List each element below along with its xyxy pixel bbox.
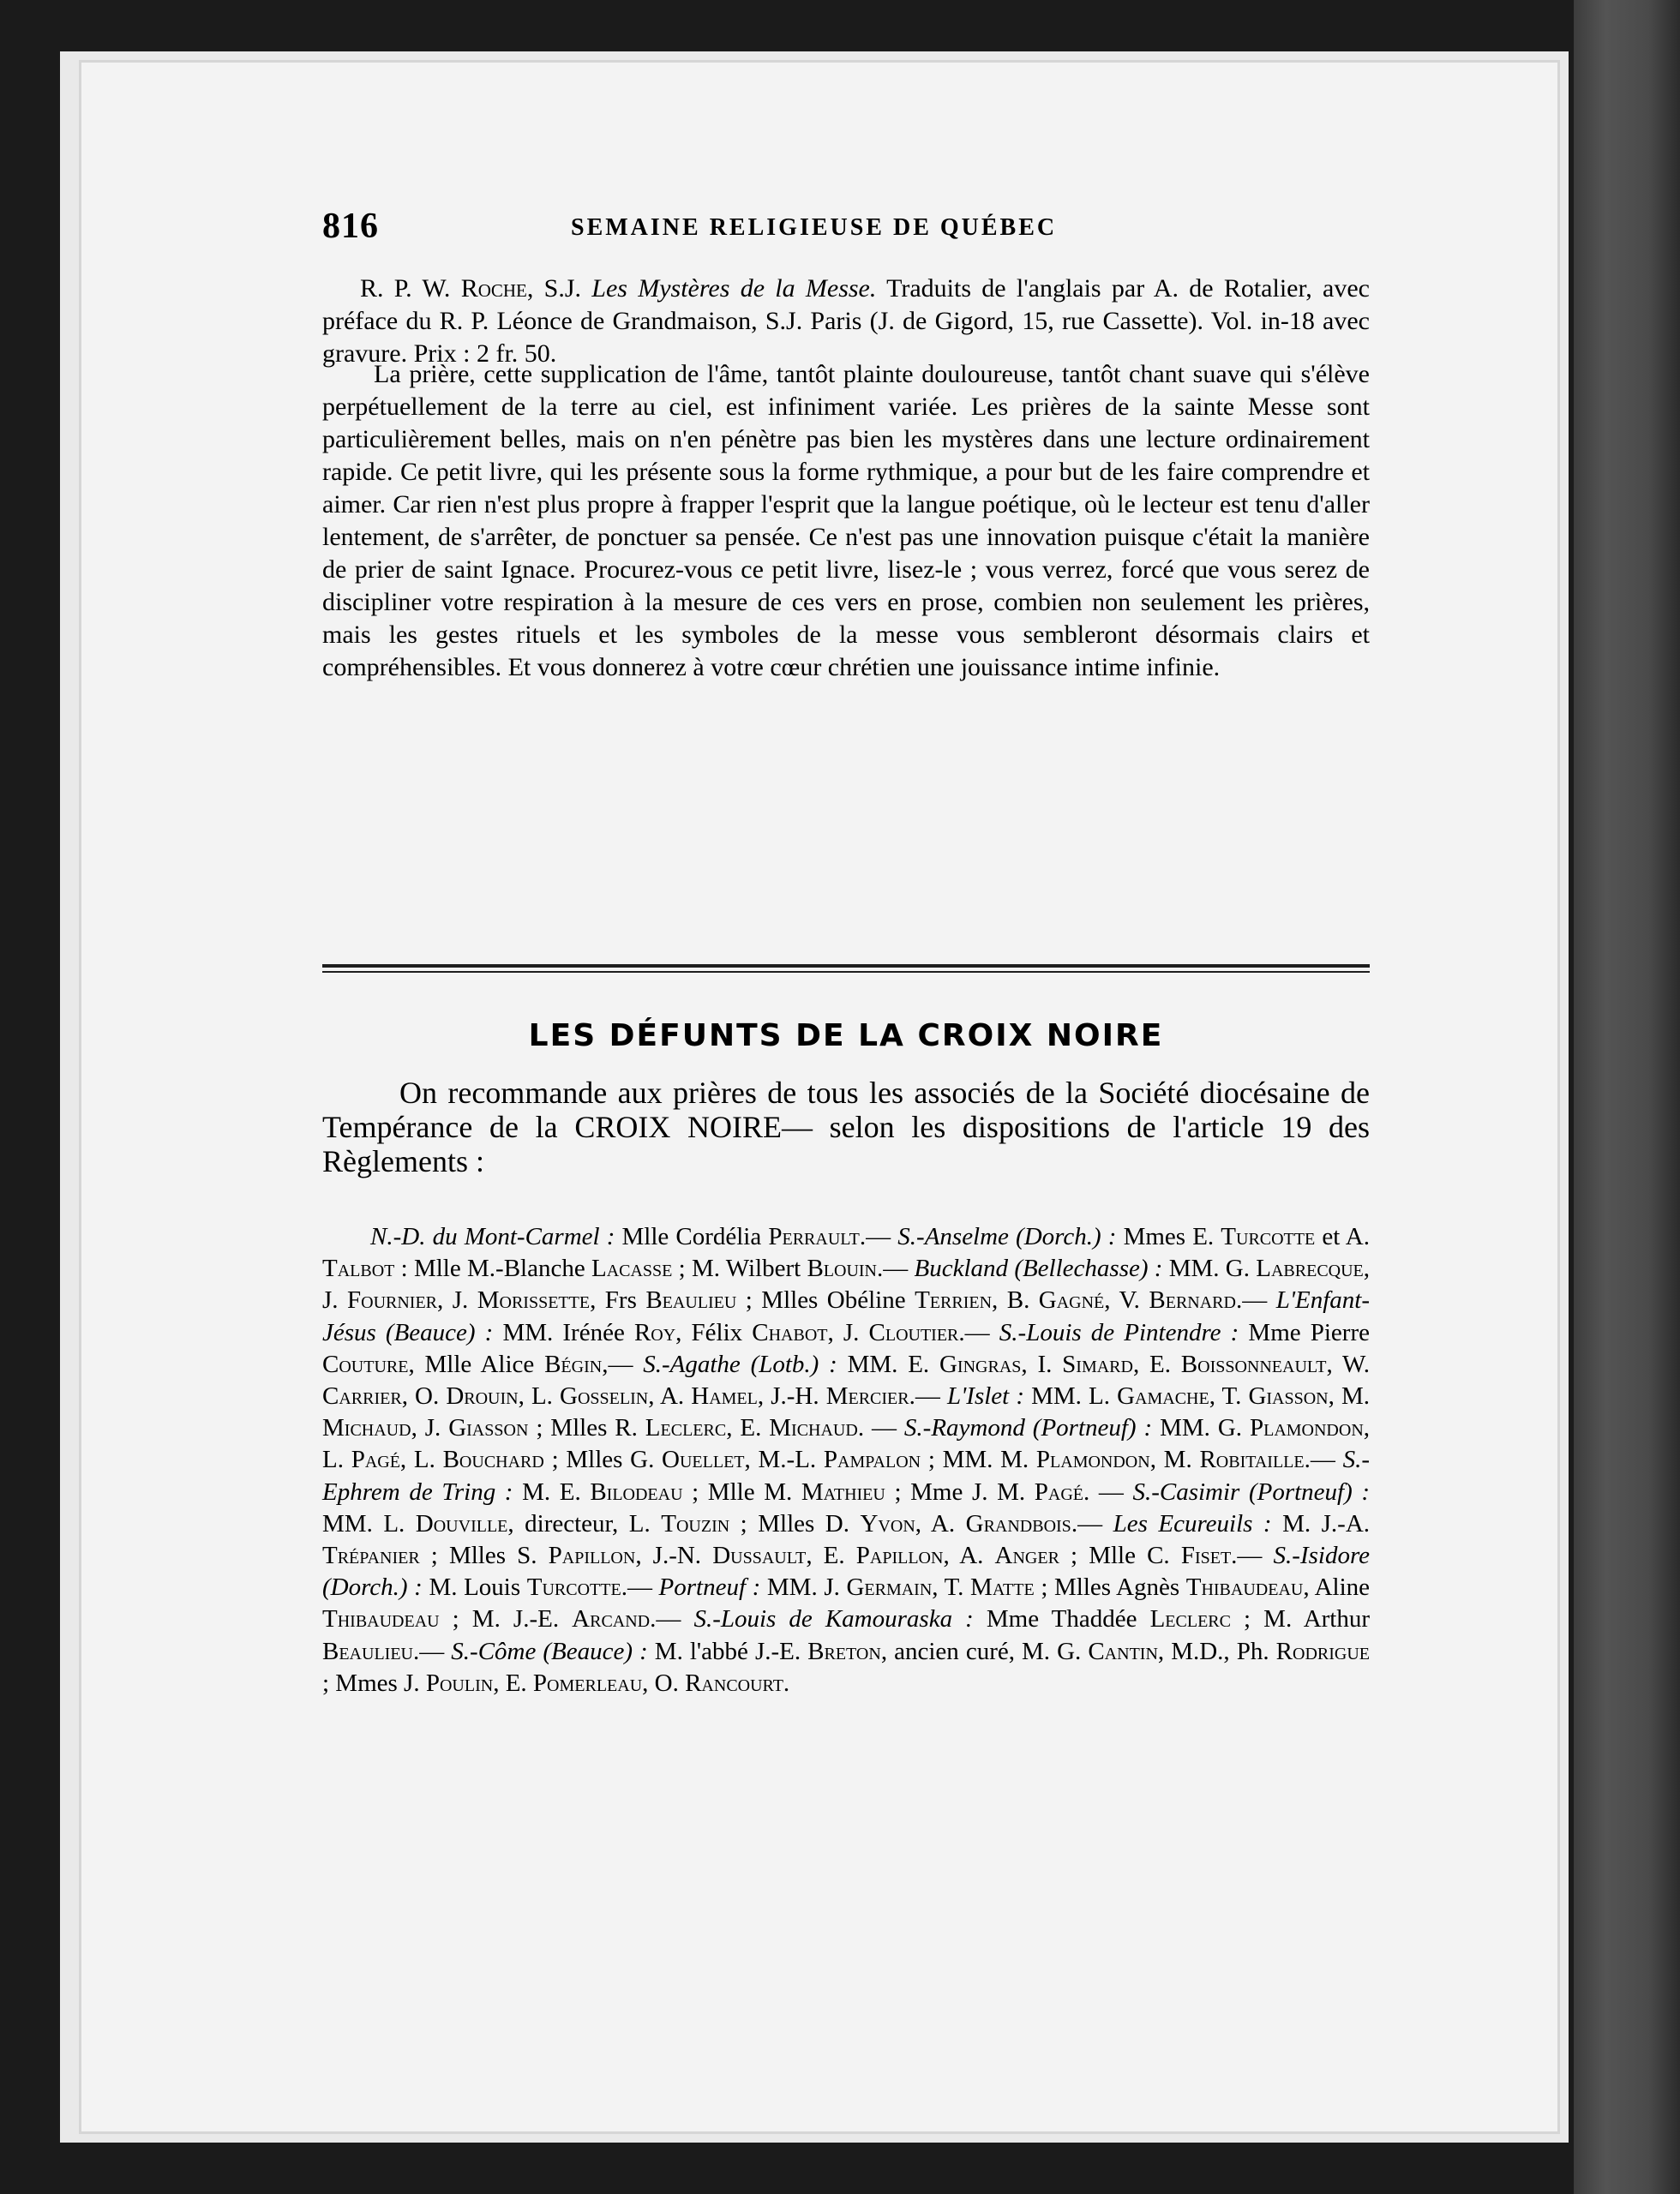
- surname: Touzin: [661, 1509, 730, 1538]
- list-text: , M.: [1149, 1446, 1200, 1474]
- list-text: ; Mlle M.: [682, 1478, 801, 1506]
- parish-name: Buckland (Bellechasse) :: [914, 1255, 1163, 1283]
- list-text: ; Mlles S.: [419, 1542, 549, 1570]
- intro-text-start: On recommande aux prières de tous les associés de la Société diocésaine de Tempérance de la: [322, 1076, 1370, 1144]
- surname: Bernard: [1149, 1286, 1236, 1315]
- surname: Leclerc: [1149, 1605, 1231, 1634]
- list-text: , E.: [1132, 1350, 1181, 1378]
- surname: Michaud: [769, 1414, 858, 1442]
- surname: Morissette: [477, 1286, 591, 1315]
- list-text: MM. E.: [837, 1350, 939, 1378]
- surname: Blouin: [807, 1255, 877, 1283]
- parish-name: N.-D. du Mont-Carmel :: [370, 1223, 615, 1250]
- surname: Terrien: [915, 1286, 993, 1315]
- list-text: , J.: [322, 1255, 1371, 1315]
- list-text: .—: [1235, 1286, 1276, 1315]
- page-number: 816: [322, 207, 379, 246]
- list-text: M. J.-A.: [1271, 1509, 1371, 1538]
- surname: Trépanier: [322, 1542, 420, 1570]
- surname: Fournier: [347, 1286, 438, 1315]
- section-intro: [322, 1076, 1370, 1178]
- list-text: , Mlle Alice: [408, 1350, 545, 1378]
- surname: Talbot: [322, 1255, 395, 1283]
- list-text: .—: [1231, 1542, 1274, 1570]
- parish-name: S.-Agathe (Lotb.) :: [643, 1350, 837, 1378]
- surname: Gagné: [1038, 1286, 1105, 1315]
- list-text: , J.-N.: [635, 1542, 713, 1570]
- surname: Robitaille: [1199, 1446, 1305, 1474]
- list-text: , E.: [726, 1414, 770, 1442]
- list-text: ; Mlles G.: [543, 1446, 663, 1474]
- list-text: , ancien curé, M. G.: [880, 1637, 1089, 1665]
- page-header: [322, 206, 1385, 266]
- surname: Turcotte: [526, 1574, 621, 1602]
- surname: Gosselin: [560, 1382, 649, 1411]
- surname: Papillon: [548, 1542, 636, 1570]
- list-text: .—: [1304, 1446, 1343, 1474]
- surname: Cloutier: [868, 1318, 959, 1346]
- surname: Anger: [994, 1542, 1059, 1570]
- parish-name: S.-Louis de Kamouraska :: [693, 1605, 974, 1634]
- binding-strip: [1574, 0, 1680, 2194]
- surname: Gamache: [1117, 1382, 1209, 1411]
- list-text: MM. G.: [1162, 1255, 1257, 1283]
- surname: Mathieu: [801, 1478, 885, 1506]
- list-text: ; M. Wilbert: [672, 1255, 807, 1283]
- surname: Bégin: [544, 1350, 603, 1378]
- surname: Lacasse: [591, 1255, 673, 1283]
- list-text: M. E.: [513, 1478, 591, 1506]
- list-text: , M.: [1328, 1382, 1371, 1411]
- list-text: Mlle Cordélia: [615, 1223, 769, 1250]
- list-text: MM. L.: [1023, 1382, 1118, 1411]
- review-citation-details: Traduits de l'anglais par A. de Rotalier, avec préface du R. P. Léonce de Grandmaison, S.J. Paris (J. de Gigord, 15, rue Cassette). Vol. in-18 avec gravure. Prix : 2 fr. 50.: [322, 274, 1370, 368]
- list-text: , J.: [411, 1414, 449, 1442]
- divider-rule-thick: [322, 964, 1370, 968]
- surname: Plamondon: [1035, 1446, 1150, 1474]
- section-divider: [322, 964, 1370, 976]
- list-text: ; Mlles Agnès: [1034, 1574, 1186, 1602]
- surname: Ouellet: [662, 1446, 745, 1474]
- surname: Pomerleau: [532, 1669, 643, 1697]
- list-text: : Mlle M.-Blanche: [394, 1255, 591, 1283]
- surname: Breton: [807, 1637, 881, 1665]
- list-text: , A.: [648, 1382, 692, 1411]
- surname: Douville: [415, 1509, 508, 1538]
- surname: Giasson: [448, 1414, 529, 1442]
- list-text: , M.D., Ph.: [1157, 1637, 1276, 1665]
- review-body: La prière, cette supplication de l'âme, tantôt plainte douloureuse, tantôt chant suave qui s'élève perpétuellement de la terre au ciel, est infiniment variée. Les prières de la sainte Messe sont particulièrement belles, mais on n'en pénètre pas bien les mystères dans une lecture ordinairement rapide. Ce petit livre, qui les présente sous la forme rythmique, a pour but de les faire comprendre et aimer. Car rien n'est plus propre à frapper l'esprit que la langue poétique, où le lecteur est tenu d'aller lentement, de s'arrêter, de ponctuer sa pensée. Ce n'est pas une innovation puisque c'était la manière de prier de saint Ignace. Procurez-vous ce petit livre, lisez-le ; vous verrez, forcé que vous serez de discipliner votre respiration à la mesure de ces vers en prose, combien non seulement les prières, mais les gestes rituels et les symboles de la messe vous sembleront désormais clairs et compréhensibles. Et vous donnerez à votre cœur chrétien une jouissance intime infinie.: [322, 360, 1370, 681]
- list-text: , T.: [932, 1574, 971, 1602]
- list-text: Mmes E.: [1116, 1223, 1221, 1250]
- divider-rule-thin: [322, 971, 1370, 973]
- surname: Papillon: [855, 1542, 944, 1570]
- surname: Rodrigue: [1275, 1637, 1370, 1665]
- list-text: .—: [909, 1382, 947, 1411]
- list-text: , O.: [642, 1669, 686, 1697]
- list-text: ; M. Arthur: [1230, 1605, 1371, 1634]
- list-text: , Frs: [590, 1286, 646, 1315]
- list-text: ; Mlles Obéline: [736, 1286, 915, 1315]
- list-text: MM. L.: [322, 1509, 416, 1538]
- list-text: MM. J.: [760, 1574, 847, 1602]
- surname: Giasson: [1248, 1382, 1329, 1411]
- list-text: , J.: [437, 1286, 477, 1315]
- list-text: et A.: [1315, 1223, 1370, 1250]
- parish-name: Portneuf :: [658, 1574, 761, 1602]
- parish-name: S.-Anselme (Dorch.) :: [897, 1223, 1117, 1250]
- surname: Leclerc: [645, 1414, 727, 1442]
- list-text: ; Mlles R.: [528, 1414, 645, 1442]
- surname: Boissonneault: [1180, 1350, 1327, 1378]
- list-text: , T.: [1209, 1382, 1249, 1411]
- surname: Thibaudeau: [322, 1605, 440, 1634]
- list-text: , V.: [1104, 1286, 1149, 1315]
- surname: Roy: [633, 1318, 676, 1346]
- parish-name: S.-Isidore (Dorch.) :: [322, 1542, 1371, 1602]
- deceased-list: [322, 1221, 1370, 1699]
- intro-emphasis: CROIX NOIRE: [574, 1110, 782, 1144]
- list-text: Mme Thaddée: [973, 1605, 1150, 1634]
- surname: Turcotte: [1221, 1223, 1316, 1250]
- surname: Bouchard: [442, 1446, 544, 1474]
- list-text: .—: [877, 1255, 915, 1283]
- list-text: .: [783, 1669, 790, 1697]
- surname: Rancourt: [685, 1669, 783, 1697]
- surname: Chabot: [752, 1318, 828, 1346]
- parish-name: L'Islet :: [946, 1382, 1024, 1411]
- surname: Simard: [1062, 1350, 1133, 1378]
- running-title: SEMAINE RELIGIEUSE DE QUÉBEC: [571, 214, 1058, 241]
- surname: Fiset: [1180, 1542, 1232, 1570]
- list-text: .—: [1071, 1509, 1113, 1538]
- list-text: ; MM. M.: [921, 1446, 1036, 1474]
- list-text: .—: [412, 1637, 452, 1665]
- surname: Drouin: [446, 1382, 519, 1411]
- list-text: , Félix: [675, 1318, 753, 1346]
- surname: Plamondon: [1249, 1414, 1364, 1442]
- surname: Dussault: [712, 1542, 807, 1570]
- list-text: ,—: [602, 1350, 644, 1378]
- surname: Germain: [846, 1574, 933, 1602]
- list-text: .—: [621, 1574, 659, 1602]
- surname: Couture: [322, 1350, 409, 1378]
- list-text: , Aline: [1303, 1574, 1371, 1602]
- list-text: ; Mlle C.: [1059, 1542, 1181, 1570]
- list-text: , J.: [827, 1318, 869, 1346]
- surname: Cantin: [1088, 1637, 1158, 1665]
- list-text: , L.: [399, 1446, 443, 1474]
- parish-name: Les Ecureuils :: [1113, 1509, 1272, 1538]
- surname: Bilodeau: [590, 1478, 683, 1506]
- list-text: , I.: [1021, 1350, 1063, 1378]
- list-text: MM. G.: [1152, 1414, 1250, 1442]
- list-text: , M.-L.: [744, 1446, 824, 1474]
- surname: Poulin: [425, 1669, 494, 1697]
- list-text: , A.: [915, 1509, 966, 1538]
- list-text: .—: [650, 1605, 694, 1634]
- surname: Grandbois: [965, 1509, 1071, 1538]
- list-text: Mme Pierre: [1239, 1318, 1370, 1346]
- list-text: , A.: [943, 1542, 995, 1570]
- surname: Pampalon: [823, 1446, 921, 1474]
- surname: Thibaudeau: [1185, 1574, 1304, 1602]
- parish-name: S.-Raymond (Portneuf) :: [903, 1414, 1153, 1442]
- list-text: ; M. J.-E.: [439, 1605, 573, 1634]
- surname: Hamel: [691, 1382, 758, 1411]
- list-text: ; Mmes J.: [322, 1669, 426, 1697]
- list-text: , E.: [493, 1669, 533, 1697]
- list-text: ; Mlles D.: [729, 1509, 861, 1538]
- review-citation: [322, 273, 1370, 370]
- surname: Mercier: [825, 1382, 909, 1411]
- surname: Arcand: [572, 1605, 651, 1634]
- list-text: , E.: [806, 1542, 856, 1570]
- list-text: . —: [857, 1414, 904, 1442]
- section-title: LES DÉFUNTS DE LA CROIX NOIRE: [528, 1018, 1164, 1053]
- surname: Pagé: [351, 1446, 400, 1474]
- parish-name: S.-Casimir (Portneuf) :: [1132, 1478, 1371, 1506]
- parish-name: S.-Côme (Beauce) :: [451, 1637, 648, 1665]
- list-text: . —: [1083, 1478, 1133, 1506]
- surname: Beaulieu: [645, 1286, 737, 1315]
- surname: Labrecque: [1256, 1255, 1364, 1283]
- list-text: , L.: [518, 1382, 561, 1411]
- parish-name: L'Enfant-Jésus (Beauce) :: [322, 1286, 1371, 1346]
- intro-text-end: — selon les dispositions de l'article 19 des Règlements :: [322, 1110, 1370, 1178]
- list-text: , O.: [401, 1382, 447, 1411]
- review-book-title: Les Mystères de la Messe.: [591, 274, 877, 303]
- list-text: , J.-H.: [757, 1382, 826, 1411]
- list-text: M. Louis: [422, 1574, 527, 1602]
- list-text: M. l'abbé J.-E.: [647, 1637, 808, 1665]
- surname: Michaud: [322, 1414, 411, 1442]
- list-text: MM. Irénée: [493, 1318, 634, 1346]
- list-text: .—: [859, 1223, 898, 1250]
- surname: Matte: [970, 1574, 1035, 1602]
- list-text: , W.: [1326, 1350, 1370, 1378]
- surname: Gingras: [939, 1350, 1022, 1378]
- surname: Yvon: [860, 1509, 915, 1538]
- list-text: ; Mme J. M.: [885, 1478, 1035, 1506]
- parish-name: S.-Ephrem de Tring :: [322, 1446, 1370, 1506]
- parish-name: S.-Louis de Pintendre :: [999, 1318, 1239, 1346]
- list-text: , L.: [322, 1414, 1371, 1474]
- review-author: R. P. W. Roche, S.J.: [360, 274, 582, 303]
- list-text: , B.: [992, 1286, 1039, 1315]
- list-text: .—: [958, 1318, 999, 1346]
- surname: Pagé: [1034, 1478, 1083, 1506]
- surname: Carrier: [322, 1382, 402, 1411]
- surname: Perrault: [768, 1223, 860, 1250]
- surname: Beaulieu: [322, 1637, 413, 1665]
- list-text: , directeur, L.: [507, 1509, 662, 1538]
